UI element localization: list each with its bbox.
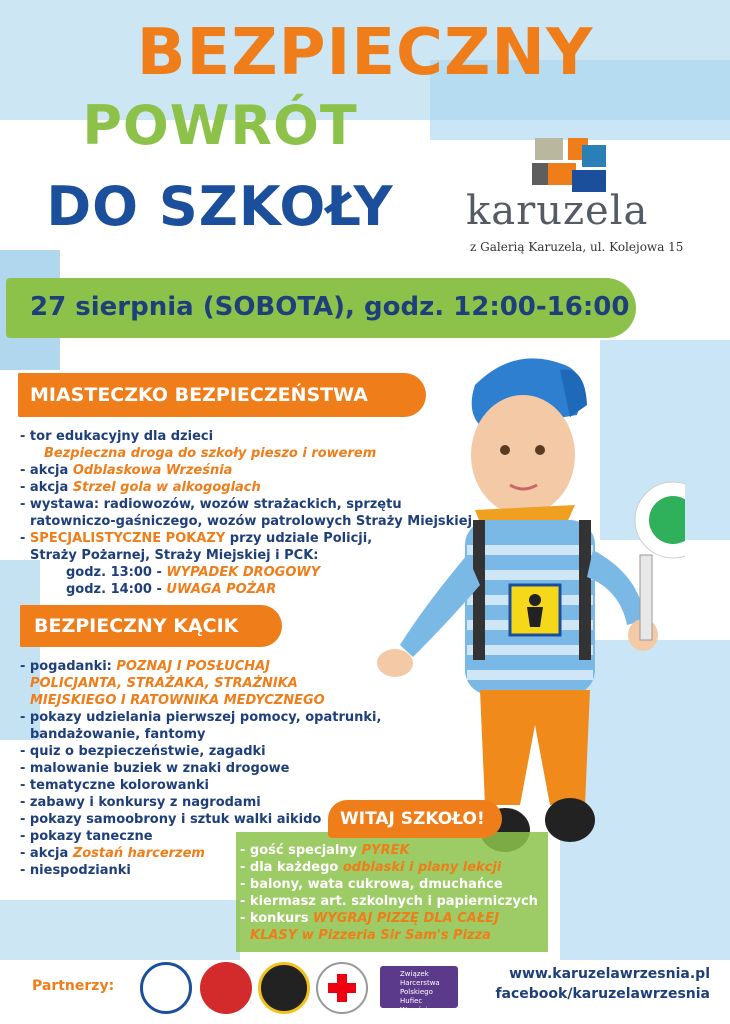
- list-item: - malowanie buziek w znaki drogowe: [20, 761, 290, 776]
- list-item: - niespodzianki: [20, 863, 131, 878]
- brand-name: karuzela: [466, 188, 649, 234]
- zhp-badge: Związek Harcerstwa Polskiego Hufiec Września: [380, 966, 458, 1008]
- section-heading-kacik: BEZPIECZNY KĄCIK: [20, 605, 282, 647]
- address: z Galerią Karuzela, ul. Kolejowa 15: [470, 240, 684, 254]
- title-line-1: BEZPIECZNY: [136, 16, 594, 90]
- list-item: - akcja Odblaskowa Września: [20, 463, 233, 478]
- police-badge-icon: [140, 962, 192, 1014]
- list-item: godz. 13:00 - WYPADEK DROGOWY: [66, 565, 321, 580]
- list-item: - pokazy samoobrony i sztuk walki aikido: [20, 812, 322, 827]
- list-item: - pokazy taneczne: [20, 829, 153, 844]
- list-item: - balony, wata cukrowa, dmuchańce: [240, 877, 503, 892]
- list-item: - quiz o bezpieczeństwie, zagadki: [20, 744, 266, 759]
- web-links: [495, 964, 710, 1004]
- list-item: Bezpieczna droga do szkoły pieszo i rowerem: [44, 446, 377, 461]
- list-item: - tematyczne kolorowanki: [20, 778, 209, 793]
- list-item: - zabawy i konkursy z nagrodami: [20, 795, 261, 810]
- list-item: MIEJSKIEGO I RATOWNIKA MEDYCZNEGO: [30, 693, 325, 708]
- title-line-3: DO SZKOŁY: [46, 175, 394, 238]
- list-item: - kiermasz art. szkolnych i papierniczych: [240, 894, 538, 909]
- fire-brigade-badge-icon: [200, 962, 252, 1014]
- list-item: bandażowanie, fantomy: [30, 727, 206, 742]
- list-item: - wystawa: radiowozów, wozów strażackich, sprzętu: [20, 497, 402, 512]
- list-item: - SPECJALISTYCZNE POKAZY przy udziale Policji,: [20, 531, 373, 546]
- list-item: Straży Pożarnej, Straży Miejskiej i PCK:: [30, 548, 319, 563]
- event-date: 27 sierpnia (SOBOTA), godz. 12:00-16:00: [30, 292, 630, 322]
- list-item: POLICJANTA, STRAŻAKA, STRAŻNIKA: [30, 676, 298, 691]
- list-item: - dla każdego odblaski i plany lekcji: [240, 860, 502, 875]
- facebook-link[interactable]: facebook/karuzelawrzesnia: [495, 986, 710, 1002]
- city-guard-badge-icon: [258, 962, 310, 1014]
- bg-stroke: [0, 900, 240, 960]
- section-list-witaj: [240, 842, 538, 944]
- list-item: - tor edukacyjny dla dzieci: [20, 429, 214, 444]
- section-list-miasteczko: [20, 428, 472, 598]
- section-heading-miasteczko: MIASTECZKO BEZPIECZEŃSTWA: [18, 373, 426, 417]
- list-item: - gość specjalny PYREK: [240, 843, 410, 858]
- list-item: - pokazy udzielania pierwszej pomocy, opatrunki,: [20, 710, 382, 725]
- list-item: - konkurs WYGRAJ PIZZĘ DLA CAŁEJ: [240, 911, 500, 926]
- red-cross-badge-icon: [316, 962, 368, 1014]
- title-line-2: POWRÓT: [82, 94, 358, 157]
- list-item: - akcja Strzel gola w alkogoglach: [20, 480, 261, 495]
- partners-label: Partnerzy:: [32, 978, 115, 994]
- list-item: ratowniczo-gaśniczego, wozów patrolowych Straży Miejskiej: [30, 514, 473, 529]
- list-item: - pogadanki: POZNAJ I POSŁUCHAJ: [20, 659, 271, 674]
- list-item: godz. 14:00 - UWAGA POŻAR: [66, 582, 277, 597]
- website-link[interactable]: www.karuzelawrzesnia.pl: [509, 966, 710, 982]
- list-item: - akcja Zostań harcerzem: [20, 846, 205, 861]
- section-heading-witaj: WITAJ SZKOŁO!: [328, 800, 502, 838]
- list-item: KLASY w Pizzeria Sir Sam's Pizza: [250, 928, 491, 943]
